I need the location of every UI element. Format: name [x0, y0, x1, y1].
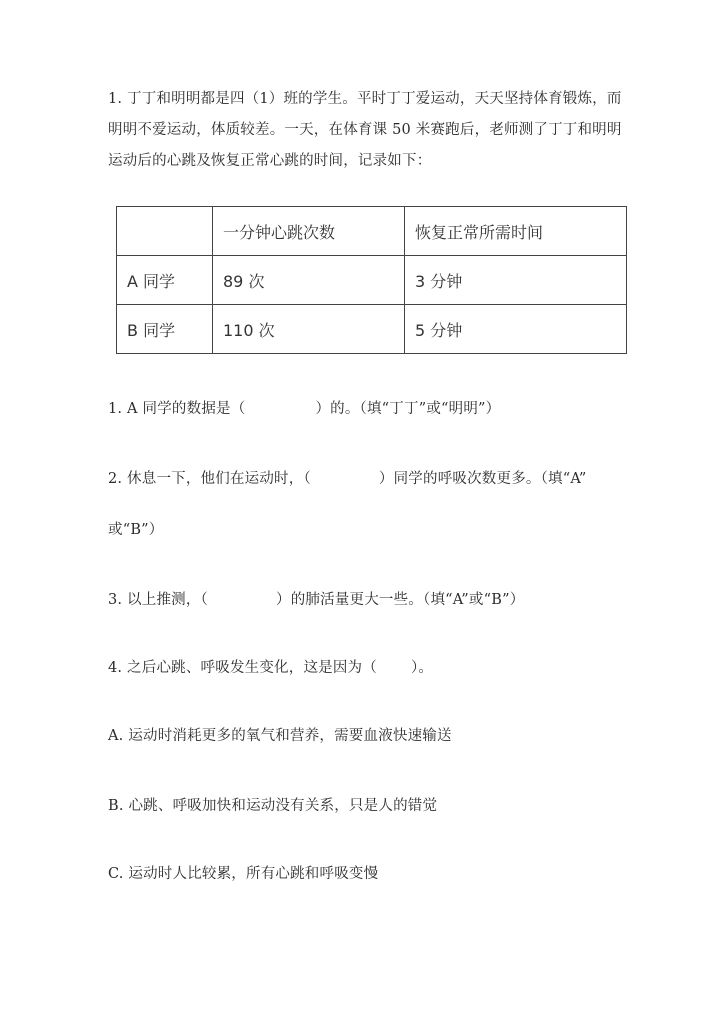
table-header-heartbeat: 一分钟心跳次数 — [213, 207, 405, 256]
question-3-text-after: ）的肺活量更大一些。（填“A”或“B”） — [276, 592, 525, 608]
question-2 — [108, 467, 587, 488]
question-3-text-before: 3. 以上推测，（ — [108, 592, 208, 608]
table-header-blank — [117, 207, 213, 256]
table-cell: 110 次 — [213, 305, 405, 354]
table-cell: B 同学 — [117, 305, 213, 354]
question-2-text-before: 2. 休息一下，他们在运动时，（ — [108, 471, 311, 487]
question-1-text-after: ）的。（填“丁丁”或“明明”） — [315, 401, 501, 417]
table-cell: 5 分钟 — [405, 305, 627, 354]
heartbeat-table — [116, 206, 627, 354]
table-header-row — [117, 207, 627, 256]
option-a[interactable]: A. 运动时消耗更多的氧气和营养，需要血液快速输送 — [108, 728, 452, 744]
question-4 — [108, 656, 433, 677]
table-row — [117, 305, 627, 354]
table-header-recovery: 恢复正常所需时间 — [405, 207, 627, 256]
table-cell: A 同学 — [117, 256, 213, 305]
option-b[interactable]: B. 心跳、呼吸加快和运动没有关系，只是人的错觉 — [108, 798, 438, 814]
intro-line-2: 明明不爱运动，体质较差。一天，在体育课 50 米赛跑后，老师测了丁丁和明明 — [108, 122, 622, 138]
option-c[interactable]: C. 运动时人比较累，所有心跳和呼吸变慢 — [108, 866, 379, 882]
intro-line-3: 运动后的心跳及恢复正常心跳的时间，记录如下： — [108, 153, 432, 169]
question-4-text-before: 4. 之后心跳、呼吸发生变化，这是因为（ — [108, 660, 377, 676]
problem-intro — [108, 84, 622, 177]
question-1-text-before: 1. A 同学的数据是（ — [108, 401, 246, 417]
table-cell: 89 次 — [213, 256, 405, 305]
question-3 — [108, 588, 524, 609]
question-2-text-after: ）同学的呼吸次数更多。（填“A” — [378, 471, 587, 487]
question-4-text-after: ）。 — [410, 660, 434, 676]
table-row — [117, 256, 627, 305]
question-1 — [108, 397, 500, 418]
question-2-line-2: 或“B”） — [108, 522, 164, 538]
intro-line-1: 1. 丁丁和明明都是四（1）班的学生。平时丁丁爱运动，天天坚持体育锻炼，而 — [108, 91, 622, 107]
table-cell: 3 分钟 — [405, 256, 627, 305]
